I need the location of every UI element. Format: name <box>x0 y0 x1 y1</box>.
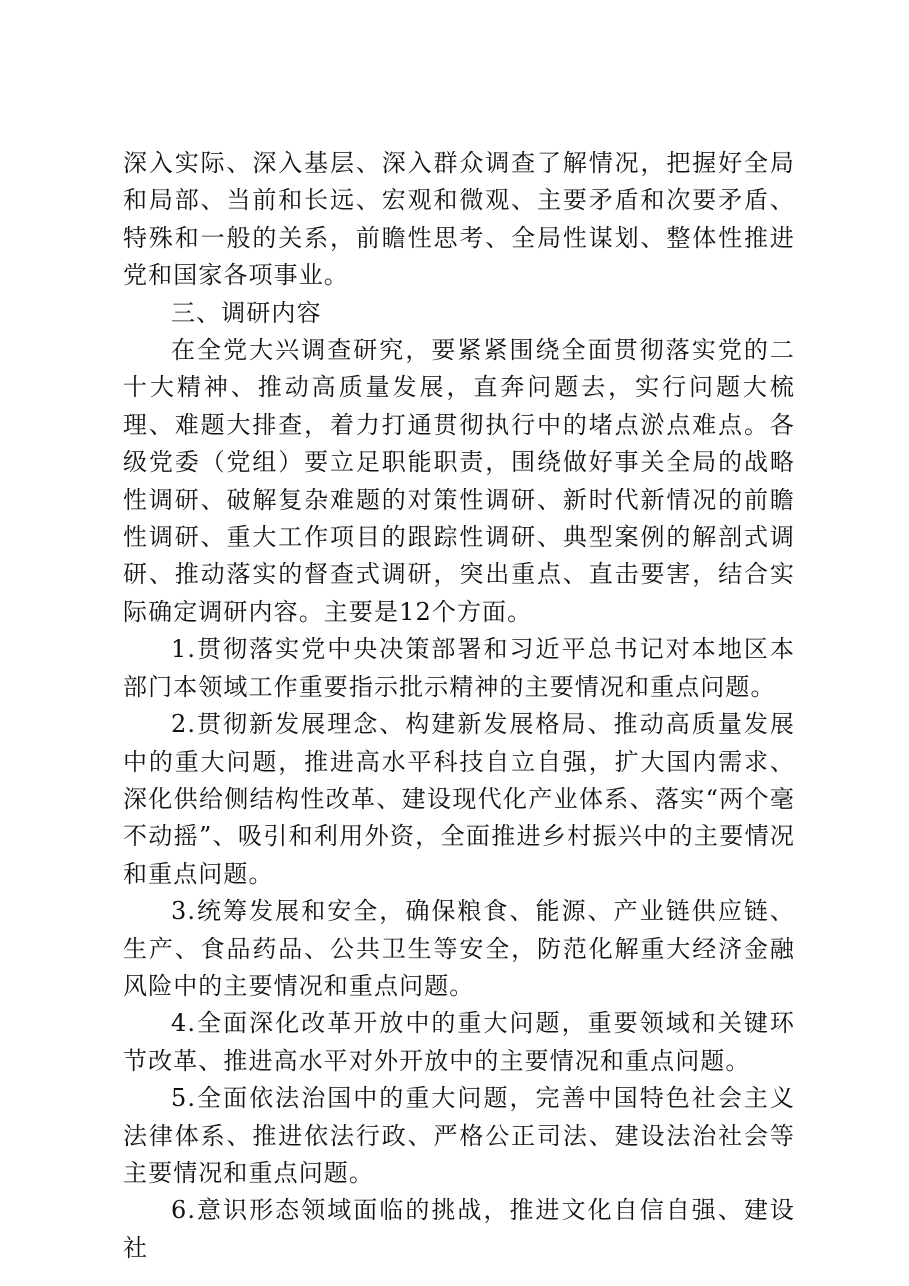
paragraph-intro-continuation: 深入实际、深入基层、深入群众调查了解情况，把握好全局和局部、当前和长远、宏观和微观、主要矛盾和次要矛盾、特殊和一般的关系，前瞻性思考、全局性谋划、整体性推进党和国家各项事业。 <box>123 149 795 290</box>
list-item-5: 5.全面依法治国中的重大问题，完善中国特色社会主义法律体系、推进依法行政、严格公正司法、建设法治社会等主要情况和重点问题。 <box>123 1084 795 1187</box>
paragraph-research-overview: 在全党大兴调查研究，要紧紧围绕全面贯彻落实党的二十大精神、推动高质量发展，直奔问题去，实行问题大梳理、难题大排查，着力打通贯彻执行中的堵点淤点难点。各级党委（党组）要立足职能职责，围绕做好事关全局的战略性调研、破解复杂难题的对策性调研、新时代新情况的前瞻性调研、重大工作项目的跟踪性调研、典型案例的解剖式调研、推动落实的督查式调研，突出重点、直击要害，结合实际确定调研内容。主要是12个方面。 <box>123 336 795 626</box>
list-item-1: 1.贯彻落实党中央决策部署和习近平总书记对本地区本部门本领域工作重要指示批示精神的主要情况和重点问题。 <box>123 635 795 701</box>
list-item-6: 6.意识形态领域面临的挑战，推进文化自信自强、建设社 <box>123 1196 795 1262</box>
list-item-3: 3.统筹发展和安全，确保粮食、能源、产业链供应链、生产、食品药品、公共卫生等安全，防范化解重大经济金融风险中的主要情况和重点问题。 <box>123 897 795 1000</box>
list-item-2: 2.贯彻新发展理念、构建新发展格局、推动高质量发展中的重大问题，推进高水平科技自立自强，扩大国内需求、深化供给侧结构性改革、建设现代化产业体系、落实“两个毫不动摇”、吸引和利用外资，全面推进乡村振兴中的主要情况和重点问题。 <box>123 710 795 888</box>
document-body <box>123 145 795 1267</box>
section-heading-research-content: 三、调研内容 <box>171 298 322 327</box>
list-item-4: 4.全面深化改革开放中的重大问题，重要领域和关键环节改革、推进高水平对外开放中的主要情况和重点问题。 <box>123 1009 795 1075</box>
